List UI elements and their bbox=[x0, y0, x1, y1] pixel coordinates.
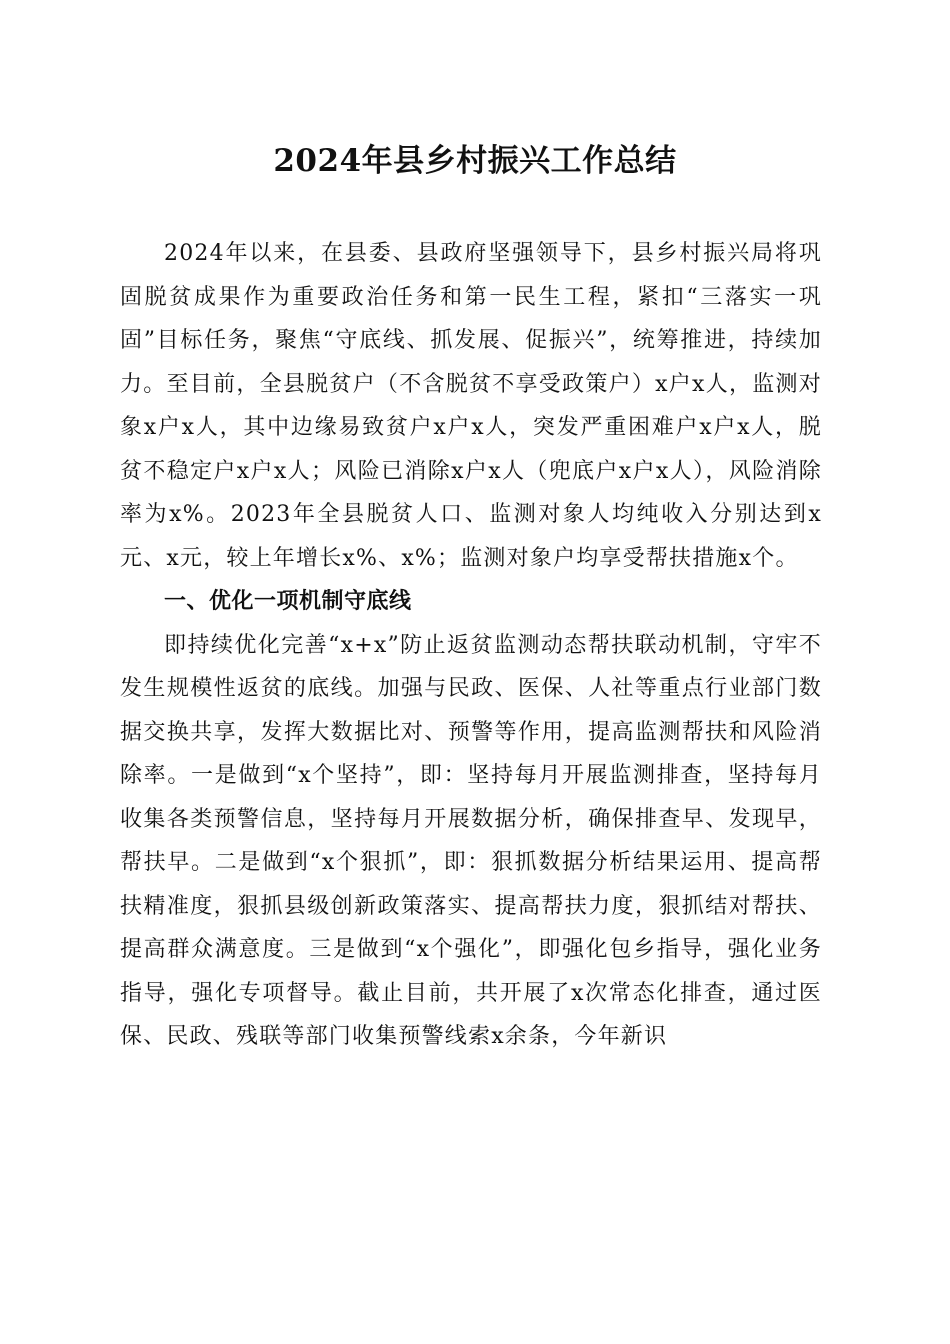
section-1-paragraph: 即持续优化完善“x+x”防止返贫监测动态帮扶联动机制，守牢不发生规模性返贫的底线。加强与民政、医保、人社等重点行业部门数据交换共享，发挥大数据比对、预警等作用，提高监测帮扶和风险消除率。一是做到“x个坚持”，即：坚持每月开展监测排查，坚持每月收集各类预警信息，坚持每月开展数据分析，确保排查早、发现早，帮扶早。二是做到“x个狠抓”，即：狠抓数据分析结果运用、提高帮扶精准度，狠抓县级创新政策落实、提高帮扶力度，狠抓结对帮扶、提高群众满意度。三是做到“x个强化”，即强化包乡指导，强化业务指导，强化专项督导。截止目前，共开展了x次常态化排查，通过医保、民政、残联等部门收集预警线索x余条，今年新识 bbox=[120, 632, 822, 1049]
section-heading-1: 一、优化一项机制守底线 bbox=[164, 589, 412, 614]
document-title: 2024年县乡村振兴工作总结 bbox=[273, 143, 677, 179]
document-body bbox=[120, 232, 822, 1059]
intro-paragraph: 2024年以来，在县委、县政府坚强领导下，县乡村振兴局将巩固脱贫成果作为重要政治任务和第一民生工程，紧扣“三落实一巩固”目标任务，聚焦“守底线、抓发展、促振兴”，统筹推进，持续加力。至目前，全县脱贫户（不含脱贫不享受政策户）x户x人，监测对象x户x人，其中边缘易致贫户x户x人，突发严重困难户x户x人，脱贫不稳定户x户x人；风险已消除x户x人（兜底户x户x人），风险消除率为x%。2023年全县脱贫人口、监测对象人均纯收入分别达到x元、x元，较上年增长x%、x%；监测对象户均享受帮扶措施x个。 bbox=[120, 241, 822, 571]
